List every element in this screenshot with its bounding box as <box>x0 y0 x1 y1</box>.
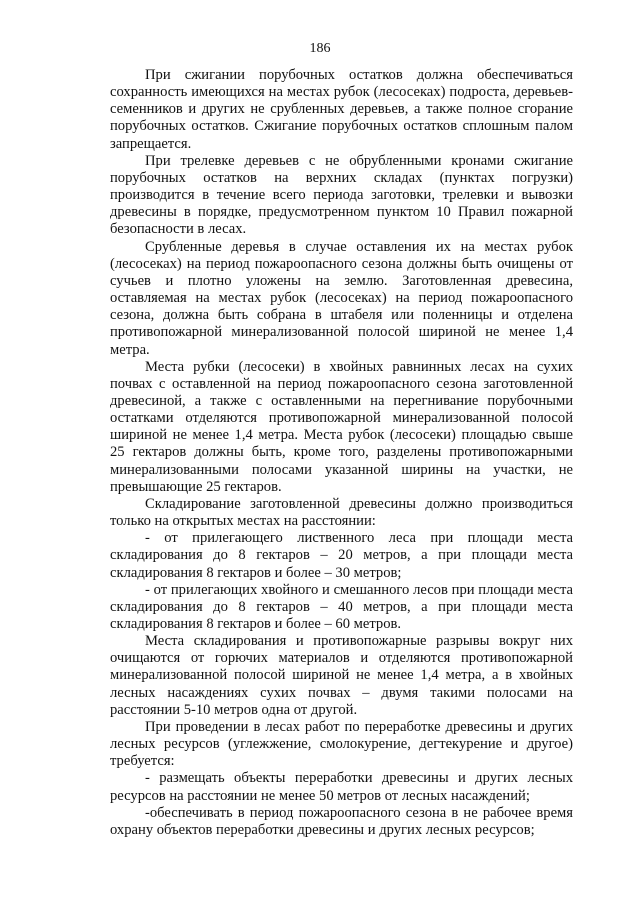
paragraph-processing-intro: При проведении в лесах работ по переработке древесины и других лесных ресурсов (углежжение, смолокурение, дегтекурение и другое) требуется: <box>110 718 573 770</box>
paragraph-skidding-trees: При трелевке деревьев с не обрубленными кронами сжигание порубочных остатков на верхних складах (пунктах погрузки) производится в течение всего периода заготовки, трелевки и вывозки древесины в порядке, предусмотренном пунктом 10 Правил пожарной безопасности в лесах. <box>110 152 573 238</box>
list-item-deciduous-distance: - от прилегающего лиственного леса при площади места складирования до 8 гектаров – 20 метров, а при площади места складирования 8 гектаров и более – 30 метров; <box>110 530 573 581</box>
paragraph-coniferous-cutting-sites: Места рубки (лесосеки) в хвойных равнинных лесах на сухих почвах с оставленной на период пожароопасного сезона заготовленной древесиной, а также с оставленными на перегнивание порубочными остатками отделяются противопожарной минерализованной полосой шириной не менее 1,4 метра. Места рубок (лесосеки) площадью свыше 25 гектаров должны быть, кроме того, разделены противопожарными минерализованными полосами указанной ширины на участки, не превышающие 25 гектаров. <box>110 358 573 495</box>
list-item-coniferous-distance: - от прилегающих хвойного и смешанного лесов при площади места складирования до 8 гектаров – 40 метров, а при площади места складирования 8 гектаров и более – 60 метров. <box>110 581 573 632</box>
list-item-processing-guard: -обеспечивать в период пожароопасного сезона в не рабочее время охрану объектов переработки древесины и других лесных ресурсов; <box>110 804 573 838</box>
list-item-processing-distance: - размещать объекты переработки древесины и других лесных ресурсов на расстоянии не менее 50 метров от лесных насаждений; <box>110 770 573 804</box>
document-body <box>110 67 573 839</box>
paragraph-felled-trees: Срубленные деревья в случае оставления их на местах рубок (лесосеках) на период пожароопасного сезона должны быть очищены от сучьев и плотно уложены на землю. Заготовленная древесина, оставляемая на местах рубок (лесосеках) на период пожароопасного сезона, должна быть собрана в штабеля или поленницы и отделена противопожарной минерализованной полосой шириной не менее 1,4 метра. <box>110 238 573 358</box>
paragraph-storage-clearing: Места складирования и противопожарные разрывы вокруг них очищаются от горючих материалов и отделяются противопожарной минерализованной полосой шириной не менее 1,4 метра, а в хвойных лесных насаждениях сухих почвах – двумя такими полосами на расстоянии 5-10 метров одна от другой. <box>110 633 573 718</box>
page-number: 186 <box>309 41 331 56</box>
paragraph-storage-intro: Складирование заготовленной древесины должно производиться только на открытых местах на расстоянии: <box>110 495 573 530</box>
paragraph-burning-residues: При сжигании порубочных остатков должна обеспечиваться сохранность имеющихся на местах рубок (лесосеках) подроста, деревьев-семенников и других не срубленных деревьев, а также полное сгорание порубочных остатков. Сжигание порубочных остатков сплошным палом запрещается. <box>110 67 573 152</box>
